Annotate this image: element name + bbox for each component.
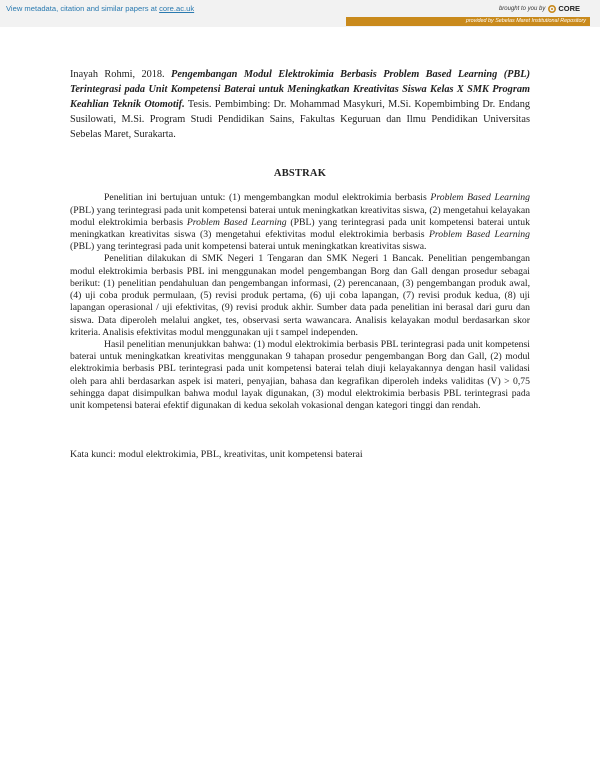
brought-text: brought to you by [498,5,546,12]
ref-title: Pengembangan Modul Elektrokimia Berbasis Problem Based Learning (PBL) Terintegrasi pada Unit Kompetensi Baterai untuk Meningkatkan Kreativitas Siswa Kelas X SMK Program Keahlian Teknik Otomotif. [70,69,531,111]
core-logo-icon [548,5,556,13]
abstract-heading: ABSTRAK [273,168,327,180]
abstract-paragraph-2: Penelitian dilakukan di SMK Negeri 1 Tengaran dan SMK Negeri 1 Bancak. Penelitian pengembangan modul elektrokimia berbasis PBL ini menggunakan model pengembangan Borg dan Gall dengan prosedur sebagai berikut: (1) penelitian pendahuluan dan pengembangan informasi, (2) perencanaan, (3) pengembangan produk awal, (4) uji coba produk permulaan, (5) revisi produk pertama, (6) uji coba lapangan, (7) revisi produk kedua, (8) uji lapangan operasional / uji efektivitas, (9) revisi produk akhir. Sumber data pada penelitian ini berasal dari guru dan siswa. Data diperoleh melalui angket, tes, observasi serta wawancara. Analisis kelayakan modul berdasarkan skor kriteria. Analisis efektivitas modul menggunakan uji t sampel independen. [70,253,530,338]
abstract-paragraph-1 [70,192,530,253]
core-banner [0,0,600,27]
keywords: Kata kunci: modul elektrokimia, PBL, kreativitas, unit kompetensi baterai [70,449,363,461]
abs-p1-text-a: Penelitian ini bertujuan untuk: (1) mengembangkan modul elektrokimia berbasis [104,192,431,204]
abs-p1-text-d: (PBL) yang terintegrasi pada unit kompetensi baterai untuk meningkatkan kreativitas siswa. [70,241,427,253]
abs-p1-text-b: (PBL) yang terintegrasi pada unit kompetensi baterai untuk meningkatkan kreativitas siswa, (2) mengetahui kelayakan modul elektrokimia berbasis [70,204,530,228]
core-link-url[interactable]: core.ac.uk [159,4,195,13]
brought-to-you-by[interactable] [499,4,580,13]
abs-p1-italic-2: Problem Based Learning [186,216,287,228]
core-metadata-link[interactable] [6,4,194,13]
provided-by-bar[interactable]: provided by Sebelas Maret Institutional Repository [346,17,590,26]
core-link-prefix[interactable]: View metadata, citation and similar papers at [6,4,160,13]
ref-authors-year: Inayah Rohmi, 2018. [70,69,172,80]
abstract-paragraph-3: Hasil penelitian menunjukkan bahwa: (1) modul elektrokimia berbasis PBL terintegrasi pada unit kompetensi baterai untuk meningkatkan kreativitas menggunakan 9 tahapan prosedur pengembangan Borg dan Gall, (2) modul elektrokimia berbasis PBL terintegrasi pada unit kompetensi baterai telah diuji kelayakannya dengan hasil validasi oleh para ahli berdasarkan aspek isi materi, penyajian, bahasa dan kegrafikan diperoleh indeks validitas (V) > 0,75 sehingga dapat disimpulkan bahwa modul layak digunakan, (3) modul elektrokimia berbasis PBL terintegrasi pada unit kompetensi baterai efektif digunakan di kedua sekolah vokasional dengan kategori tinggi dan rendah. [70,338,530,411]
abs-p1-text-c: (PBL) yang terintegrasi pada unit kompetensi baterai untuk meningkatkan kreativitas siswa (3) mengetahui efektivitas modul elektrokimia berbasis [70,216,530,241]
core-brand-text: CORE [558,4,580,13]
abs-p1-italic-3: Problem Based Learning [428,229,530,241]
core-logo[interactable] [548,4,580,13]
document-page [70,67,530,462]
abs-p1-italic-1: Problem Based Learning [430,192,530,204]
bibliographic-reference [70,67,530,142]
ref-details: Tesis. Pembimbing: Dr. Mohammad Masykuri, M.Si. Kopembimbing Dr. Endang Susilowati, M.Si. Program Studi Pendidikan Sains, Fakultas Keguruan dan Ilmu Pendidikan Universitas Sebelas Maret, Surakarta. [70,99,531,141]
